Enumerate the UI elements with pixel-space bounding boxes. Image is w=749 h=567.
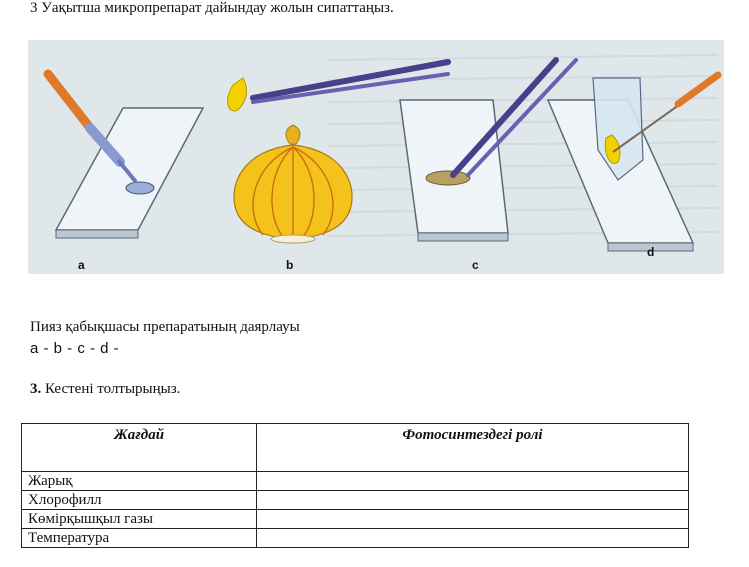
table-row: [22, 491, 689, 510]
question-3-text: Кестені толтырыңыз.: [41, 381, 181, 397]
table-row: [22, 529, 689, 548]
fill-in-table: [21, 423, 689, 548]
row-answer-cell[interactable]: [257, 529, 689, 548]
row-condition-cell: Хлорофилл: [22, 491, 257, 510]
row-condition-cell: Жарық: [22, 472, 257, 491]
row-condition-cell: Көмірқышқыл газы: [22, 510, 257, 529]
row-condition-cell: Температура: [22, 529, 257, 548]
table-row: [22, 510, 689, 529]
label-c: c: [472, 258, 479, 272]
label-b: b: [286, 258, 294, 272]
figure-caption: Пияз қабықшасы препаратының даярлауы: [30, 319, 300, 335]
sequence-answer: a - b - c - d -: [30, 340, 120, 357]
panel-c-slide: [400, 60, 576, 241]
header-condition: Жағдай: [22, 424, 257, 472]
row-answer-cell[interactable]: [257, 510, 689, 529]
table-header-row: [22, 424, 689, 472]
panel-d-slide: [548, 75, 718, 251]
header-role-in-photosynthesis: Фотосинтездегі ролі: [257, 424, 689, 472]
table-row: [22, 472, 689, 491]
micropreparation-illustration: [28, 40, 724, 274]
panel-a-slide: [48, 74, 203, 238]
question-title: 3 Уақытша микропрепарат дайындау жолын сипаттаңыз.: [30, 0, 394, 16]
label-d: d: [647, 245, 655, 259]
row-answer-cell[interactable]: [257, 491, 689, 510]
row-answer-cell[interactable]: [257, 472, 689, 491]
question-3-number: 3.: [30, 381, 42, 397]
label-a: a: [78, 258, 85, 272]
question-3: [30, 381, 180, 398]
